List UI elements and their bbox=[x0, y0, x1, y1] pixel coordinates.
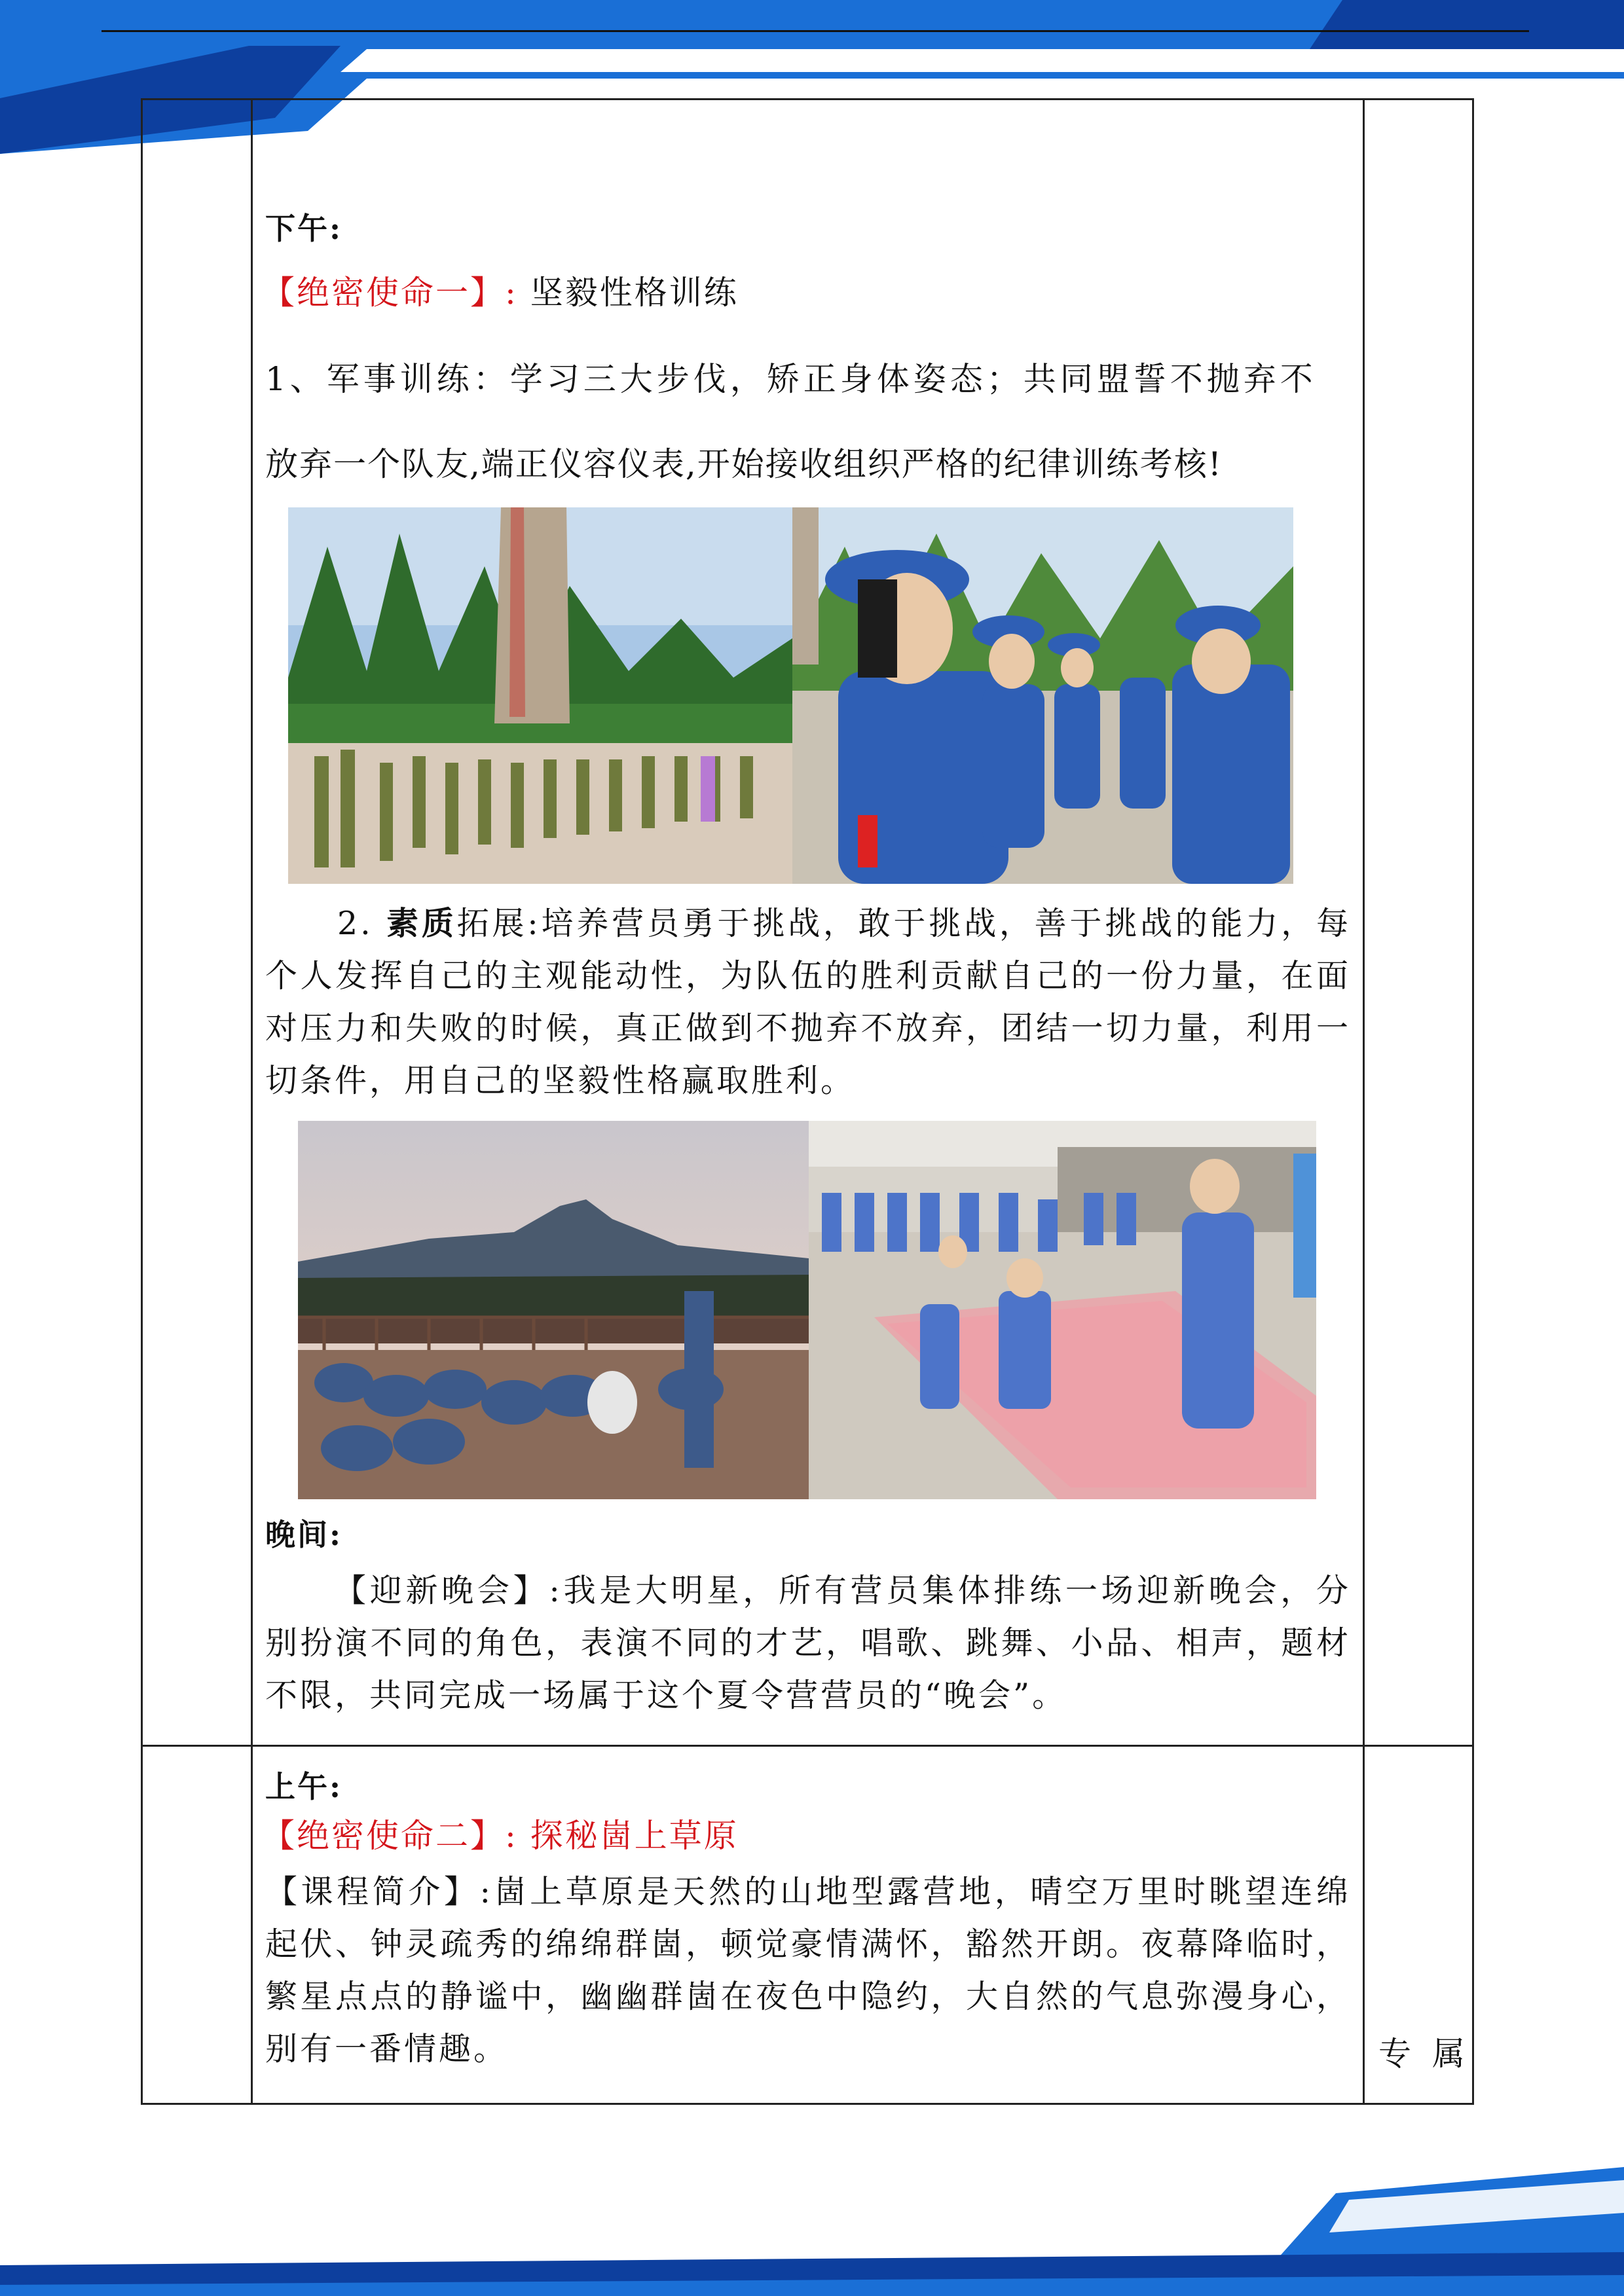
header-rule bbox=[101, 30, 1529, 32]
photo-cadet-closeup bbox=[792, 507, 1293, 884]
side-label-exclusive: 专属 bbox=[1378, 2035, 1486, 2073]
military-training-line2: 放弃一个队友,端正仪容仪表,开始接收组织严格的纪律训练考核! bbox=[265, 445, 1223, 483]
mission-two-tag: 【绝密使命二】 bbox=[262, 1817, 505, 1855]
quality-expansion-paragraph bbox=[265, 897, 1351, 1107]
item2-bold: 素质 bbox=[386, 904, 457, 942]
mission-one-title: 坚毅性格训练 bbox=[530, 274, 739, 312]
photo-footprint-game bbox=[809, 1121, 1316, 1499]
mission-two-line bbox=[262, 1810, 739, 1861]
photo-mountain-dusk bbox=[298, 1121, 809, 1499]
evening-paragraph: 【迎新晚会】:我是大明星，所有营员集体排练一场迎新晚会，分别扮演不同的角色，表演不同的才艺，唱歌、跳舞、小品、相声，题材不限，共同完成一场属于这个夏令营营员的“晚会”。 bbox=[265, 1572, 1351, 1714]
course-intro-paragraph: 【课程简介】:崮上草原是天然的山地型露营地，晴空万里时眺望连绵起伏、钟灵疏秀的绵绵群崮，顿觉豪情满怀，豁然开朗。夜幕降临时，繁星点点的静谧中，幽幽群崮在夜色中隐约，大自然的气息弥漫身心，别有一番情趣。 bbox=[265, 1873, 1351, 2068]
morning-heading: 上午: bbox=[265, 1769, 342, 1804]
item2-text: 拓展:培养营员勇于挑战，敢于挑战，善于挑战的能力，每个人发挥自己的主观能动性，为队伍的胜利贡献自己的一份力量，在面对压力和失败的时候，真正做到不抛弃不放弃，团结一切力量，利用一切条件，用自己的坚毅性格赢取胜利。 bbox=[265, 905, 1351, 1099]
item2-prefix: 2. bbox=[337, 905, 387, 942]
military-training-line1: 1、军事训练：学习三大步伐，矫正身体姿态；共同盟誓不抛弃不 bbox=[265, 360, 1317, 398]
mission-one-sep: : bbox=[505, 274, 518, 312]
afternoon-heading: 下午: bbox=[265, 211, 342, 246]
mission-two-sep: : bbox=[505, 1817, 518, 1855]
evening-heading: 晚间: bbox=[265, 1517, 342, 1552]
bottom-decoration bbox=[0, 2154, 1624, 2296]
mission-one-tag: 【绝密使命一】 bbox=[262, 274, 505, 312]
photo-military-monument bbox=[288, 507, 792, 884]
mission-one-line bbox=[262, 267, 739, 318]
mission-two-title: 探秘崮上草原 bbox=[530, 1817, 739, 1855]
